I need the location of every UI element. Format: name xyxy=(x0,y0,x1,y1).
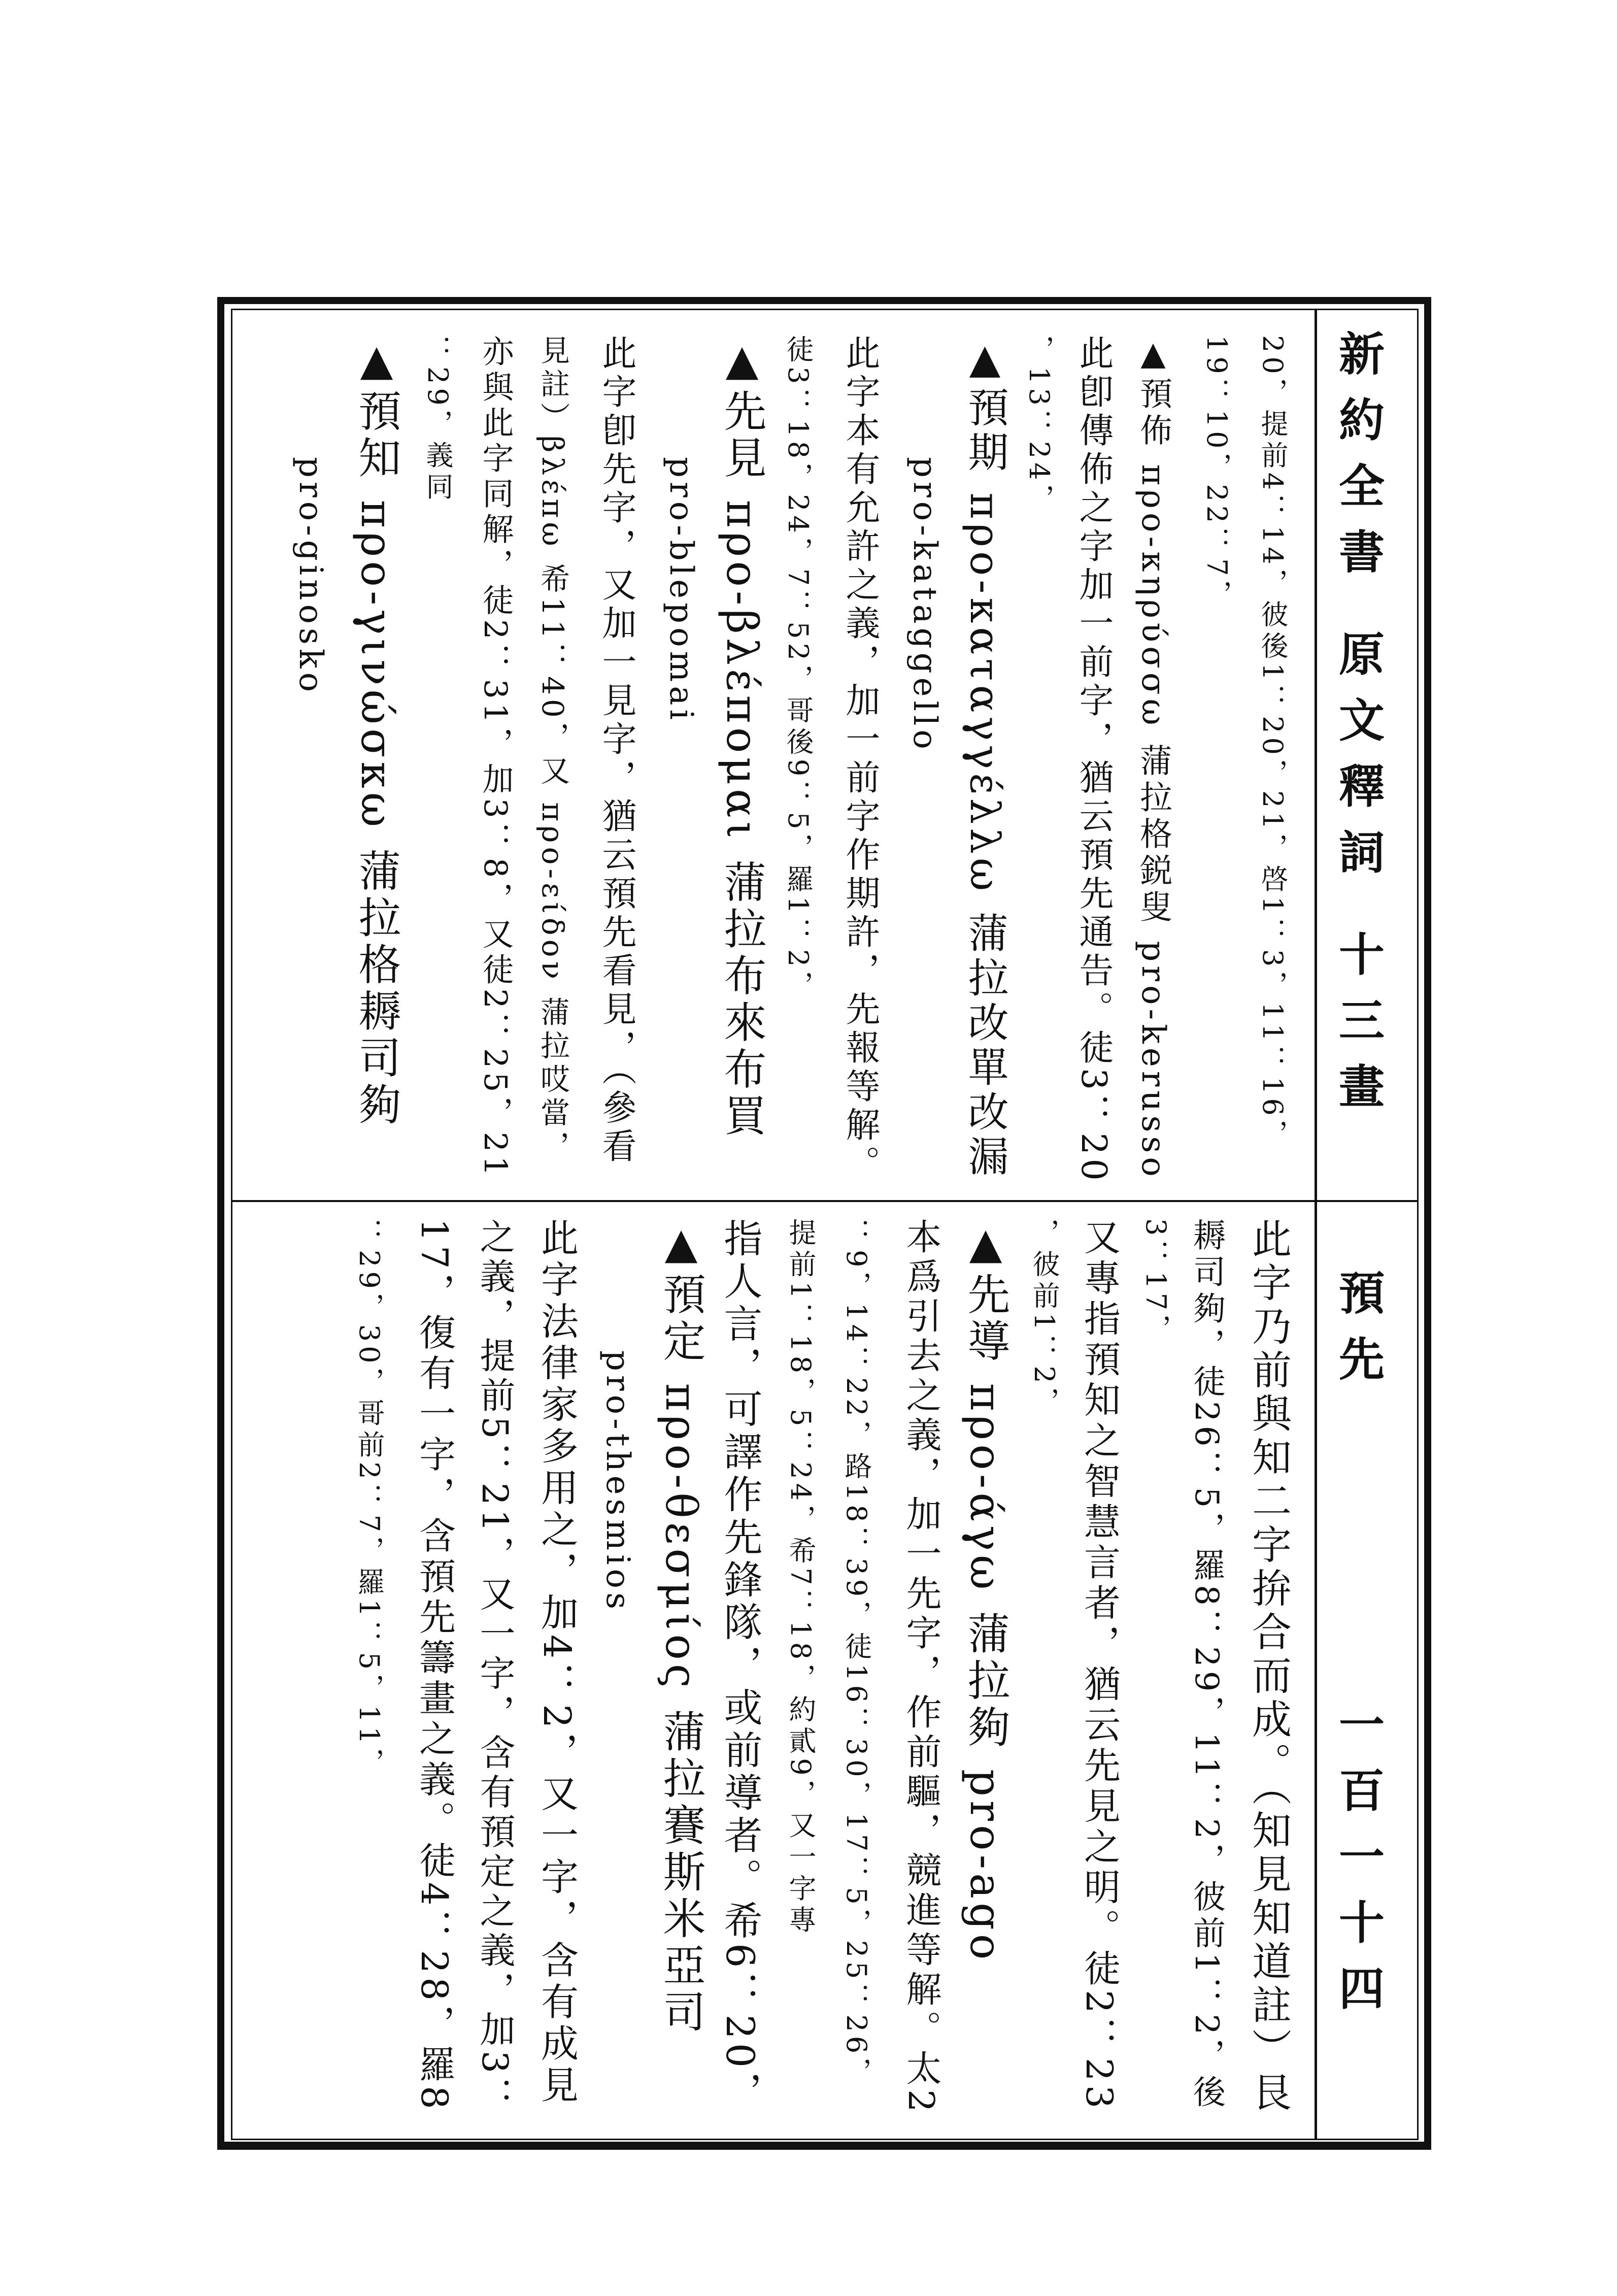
lower-col-1: 此字乃前與知二字拚合而成。（知見知道註）艮 xyxy=(1245,1218,1291,2115)
lower-col-10: 指人言，可譯作先鋒隊，或前導者。希6：20， xyxy=(718,1218,763,2115)
upper-col-8: 此字本有允許之義，加一前字作期許，先報等解。 xyxy=(840,335,880,1184)
lower-col-2: 耨司夠，徒26：5，羅8：29，11：2，彼前1：2，後 xyxy=(1188,1218,1225,2112)
upper-col-16: ▲預知 προ-γινώσκω 蒲拉格耨司夠 xyxy=(352,335,401,1129)
upper-col-12: 此字卽先字，又加一見字，猶云預先看見，（參看 xyxy=(596,335,636,1167)
upper-col-14: 亦與此字同解，徒2：31，加3：8，又徒2：25，21 xyxy=(477,335,514,1180)
lower-col-16: ：29，30，哥前2：7，羅1：5，11， xyxy=(353,1218,385,1780)
page-frame-inner xyxy=(231,309,1419,2140)
upper-col-13: 見註）βλέπω 希11：40，又 προ-είδον 蒲拉哎當， xyxy=(535,335,570,1164)
upper-col-4: 此卽傳佈之字加一前字，猶云預先通告。徒3：20 xyxy=(1073,335,1114,1185)
lower-col-12: pro-thesmios xyxy=(599,1350,636,1613)
lower-col-3: 3：17， xyxy=(1140,1218,1172,1346)
upper-col-1: 20，提前4：14，彼後1：20，21，啓1：3，11：16， xyxy=(1257,335,1289,1151)
header-divider xyxy=(1315,309,1317,2140)
upper-col-6: ▲預期 προ-καταγγέλλω 蒲拉改單改漏 xyxy=(961,335,1008,1180)
lower-col-8: ：9，14：22，路18：39，徒16：30，17：5，25：26， xyxy=(840,1218,872,2089)
block-divider xyxy=(231,1200,1317,1202)
lower-col-9: 提前1：18，5：24，希7：18，約貳9，又一字專 xyxy=(785,1218,817,1937)
lower-col-5: ，彼前1：2， xyxy=(1028,1218,1060,1419)
lower-col-7: 本爲引去之義，加一先字，作前驅，競進等解。太2 xyxy=(900,1218,942,2116)
section-title: 預先 xyxy=(1331,1269,1385,1401)
lower-col-4: 又專指預知之智慧言者，猶云先見之明。徒2：23 xyxy=(1078,1218,1121,2113)
upper-col-3: ▲預佈 προ-κηρύσσω 蒲拉格鋭叟 pro-kerusso xyxy=(1134,335,1172,1181)
lower-col-15: 17，復有一字，含預先籌畫之義。徒4：28，羅8 xyxy=(413,1218,456,2113)
upper-col-7: pro-kataggello xyxy=(906,457,944,753)
upper-col-10: ▲先見 προ-βλέπομαι 蒲拉布來布買 xyxy=(717,335,767,1141)
lower-col-14: 之義，提前5：21，又一字，含有預定之義，加3： xyxy=(474,1218,516,2117)
lower-col-6: ▲先導 προ-άγω 蒲拉夠 pro-ago xyxy=(961,1218,1010,1964)
page-number: 一百一十四 xyxy=(1331,1701,1385,2031)
lower-col-11: ▲預定 προ-θεσμίος 蒲拉賽斯米亞司 xyxy=(656,1218,706,2037)
upper-col-17: pro-ginosko xyxy=(292,457,329,696)
upper-col-9: 徒3：18，24，7：52，哥後9：5，羅1：2， xyxy=(782,335,814,1003)
lower-col-13: 此字法律家多用之，加4：2，又一字，含有成見 xyxy=(535,1218,579,2107)
header-block-divider xyxy=(1317,1200,1419,1202)
upper-col-11: pro-blepomai xyxy=(662,457,700,724)
upper-col-2: 19：10，22：7， xyxy=(1201,335,1233,612)
upper-col-15: ：29，義同 xyxy=(422,335,454,504)
upper-col-5: ，13：24， xyxy=(1023,335,1055,516)
book-title: 新約全書 原文釋詞 十三畫 xyxy=(1331,330,1385,1128)
